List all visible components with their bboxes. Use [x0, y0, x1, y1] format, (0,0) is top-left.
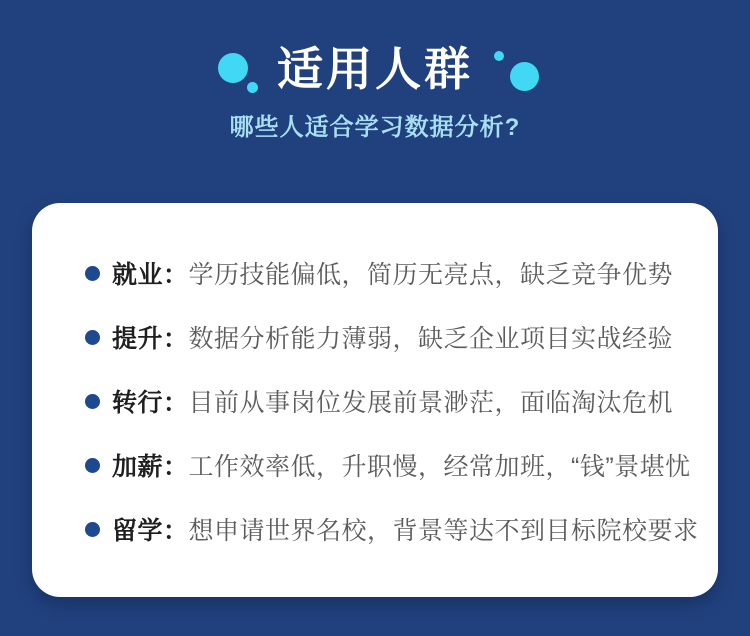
- bullet-dot-icon: [85, 458, 100, 473]
- list-item: [85, 369, 718, 433]
- list-item-label: 提升：: [112, 325, 189, 353]
- list-item-label: 留学：: [112, 517, 189, 545]
- list-item-text: 目前从事岗位发展前景渺茫，面临淘汰危机: [188, 389, 674, 417]
- list-item: [85, 497, 718, 561]
- list-item-label: 转行：: [112, 389, 189, 417]
- section-title: 适用人群: [277, 43, 473, 95]
- list-item: [85, 305, 718, 369]
- section-header: [0, 0, 750, 200]
- bullet-dot-icon: [85, 330, 100, 345]
- list-item: [85, 241, 718, 305]
- list-item: [85, 433, 718, 497]
- bullet-dot-icon: [85, 522, 100, 537]
- audience-card: [32, 203, 718, 597]
- list-item-label: 加薪：: [112, 453, 189, 481]
- list-item-label: 就业：: [112, 261, 189, 289]
- list-item-text: 数据分析能力薄弱，缺乏企业项目实战经验: [188, 325, 674, 353]
- list-item-text: 学历技能偏低，简历无亮点，缺乏竞争优势: [188, 261, 674, 289]
- section-subtitle: 哪些人适合学习数据分析?: [229, 114, 521, 141]
- list-item-text: 想申请世界名校，背景等达不到目标院校要求: [188, 517, 699, 545]
- list-item-text: 工作效率低，升职慢，经常加班，“钱”景堪忧: [188, 453, 691, 481]
- bullet-dot-icon: [85, 394, 100, 409]
- bullet-dot-icon: [85, 266, 100, 281]
